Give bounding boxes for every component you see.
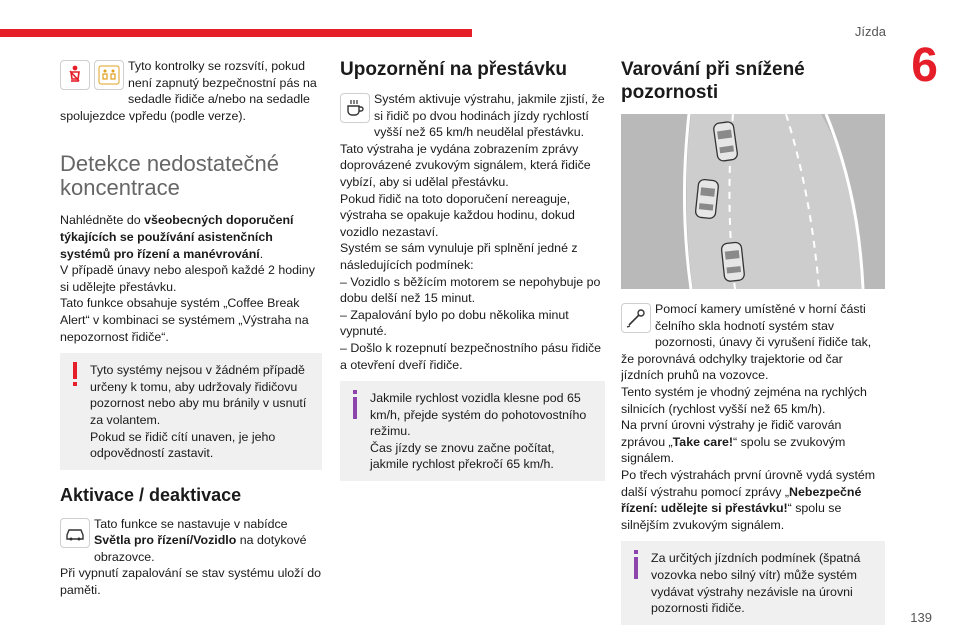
text-run: Po třech výstrahách první úrovně vydá systém další výstrahu pomocí zprávy „ [621, 467, 876, 499]
column-middle [340, 58, 605, 495]
section-title-attention: Varování při snížené pozornosti [621, 59, 805, 103]
chapter-number: 6 [911, 39, 938, 92]
text-run: “ spolu se zvukovým signálem. [621, 434, 846, 466]
activation-text [60, 516, 322, 566]
break-text-4: Systém se sám vynuluje při splnění jedné z následujících podmínek: [340, 241, 578, 272]
info-box-conditions [621, 541, 885, 624]
warning-box [60, 353, 322, 470]
info-text-1: Jakmile rychlost vozidla klesne pod 65 km/h, přejde systém do pohotovostního režimu. [370, 391, 587, 439]
seatbelt-passenger-icon [94, 60, 124, 90]
camera-section [621, 301, 885, 384]
running-header: Jízda [854, 24, 886, 39]
text-run: Nahlédněte do [60, 213, 145, 228]
text-run-bold: všeobecných doporučení týkajících se používání asistenčních systémů pro řízení a manévrování [60, 213, 294, 261]
break-section [340, 91, 605, 141]
info-icon [631, 550, 641, 585]
text-run-bold: Nebezpečné řízení: udělejte si přestávku! [621, 484, 862, 516]
activation-section [60, 516, 322, 566]
text-run-bold: Světla pro řízení/Vozidlo [94, 533, 237, 548]
warning-exclamation-icon [70, 362, 80, 393]
column-right [621, 58, 885, 639]
page-number: 139 [910, 610, 932, 625]
camera-text: Pomocí kamery umístěné v horní části čelního skla hodnotí systém stav pozornosti, únavy či vyrušení řidiče tak, že porovnává odchylky trajektorie od čar jízdních pruhů na vozovce. [621, 302, 872, 383]
car-settings-icon [60, 518, 90, 548]
section-title-activation: Aktivace / deaktivace [60, 484, 242, 505]
column-left [60, 58, 322, 599]
second-level-text [621, 467, 885, 533]
coffee-cup-icon [340, 93, 370, 123]
paragraph-recommendations [60, 212, 322, 262]
paragraph-fatigue: V případě únavy nebo alespoň každé 2 hodiny si udělejte přestávku. [60, 263, 315, 294]
paragraph-coffee-break: Tato funkce obsahuje systém „Coffee Break Alert“ v kombinaci se systémem „Výstraha na nepozornost řidiče“. [60, 296, 309, 344]
reset-condition-2: – Zapalování bylo po dobu několika minut vypnuté. [340, 307, 569, 339]
reset-condition-3: – Došlo k rozepnutí bezpečnostního pásu řidiče a otevření dveří řidiče. [340, 340, 602, 372]
text-run: Tato funkce se nastavuje v nabídce [94, 516, 288, 531]
text-run-bold: Take care! [672, 434, 734, 449]
lane-drift-illustration [621, 114, 885, 289]
car-top-view-3 [721, 242, 745, 282]
text-run: na dotykové obrazovce. [94, 533, 307, 564]
info-icon [350, 390, 360, 425]
seatbelt-section [60, 58, 322, 124]
break-text-1: Systém aktivuje výstrahu, jakmile zjistí, že si řidič po dvou hodinách jízdy rychlostí vyšší než 65 km/h neudělal přestávku. [374, 92, 605, 140]
text-run: . [259, 246, 264, 261]
warning-text-1: Tyto systémy nejsou v žádném případě určeny k tomu, aby udržovaly řidičovu pozornost nebo aby mu bránily v usnutí za volantem. [90, 363, 307, 427]
reset-condition-1: – Vozidlo s běžícím motorem se nepohybuje po dobu delší než 15 minut. [340, 274, 601, 306]
fast-roads-text: Tento systém je vhodný zejména na rychlých silnicích (rychlost vyšší než 65 km/h). [621, 384, 867, 416]
break-text-3: Pokud řidič na toto doporučení nereaguje, výstraha se opakuje každou hodinu, dokud vozidlo nezastaví. [340, 191, 575, 239]
seatbelt-text: Tyto kontrolky se rozsvítí, pokud není zapnutý bezpečnostní pás na sedadle řidiče a/nebo na sedadle spolujezdce vpředu (podle verze). [60, 59, 317, 123]
text-run: “ spolu se silnějším zvukovým signálem. [621, 501, 842, 532]
break-text-2: Tato výstraha je vydána zobrazením zprávy doprovázené zvukovým signálem, která řidiče vybízí, aby si udělal přestávku. [340, 141, 591, 189]
car-top-view-2 [695, 179, 719, 219]
chapter-color-bar [0, 29, 472, 37]
activation-memory-text: Při vypnutí zapalování se stav systému uloží do paměti. [60, 566, 322, 598]
info-box [340, 381, 605, 481]
warning-text-2: Pokud se řidič cítí unaven, je jeho odpovědností zastavit. [90, 429, 276, 461]
conditions-text: Za určitých jízdních podmínek (špatná vozovka nebo silný vítr) může systém vydávat výstrahy nezávisle na úrovni pozornosti řidiče. [651, 551, 861, 616]
text-run: Na první úrovni výstrahy je řidič varován zprávou „ [621, 418, 842, 449]
first-level-text [621, 417, 885, 467]
seatbelt-warning-icon [60, 60, 90, 90]
section-title-concentration: Detekce nedostatečné koncentrace [60, 151, 279, 201]
camera-icon [621, 303, 651, 333]
info-text-2: Čas jízdy se znovu začne počítat, jakmile rychlost překročí 65 km/h. [370, 440, 555, 472]
section-title-break: Upozornění na přestávku [340, 59, 567, 80]
